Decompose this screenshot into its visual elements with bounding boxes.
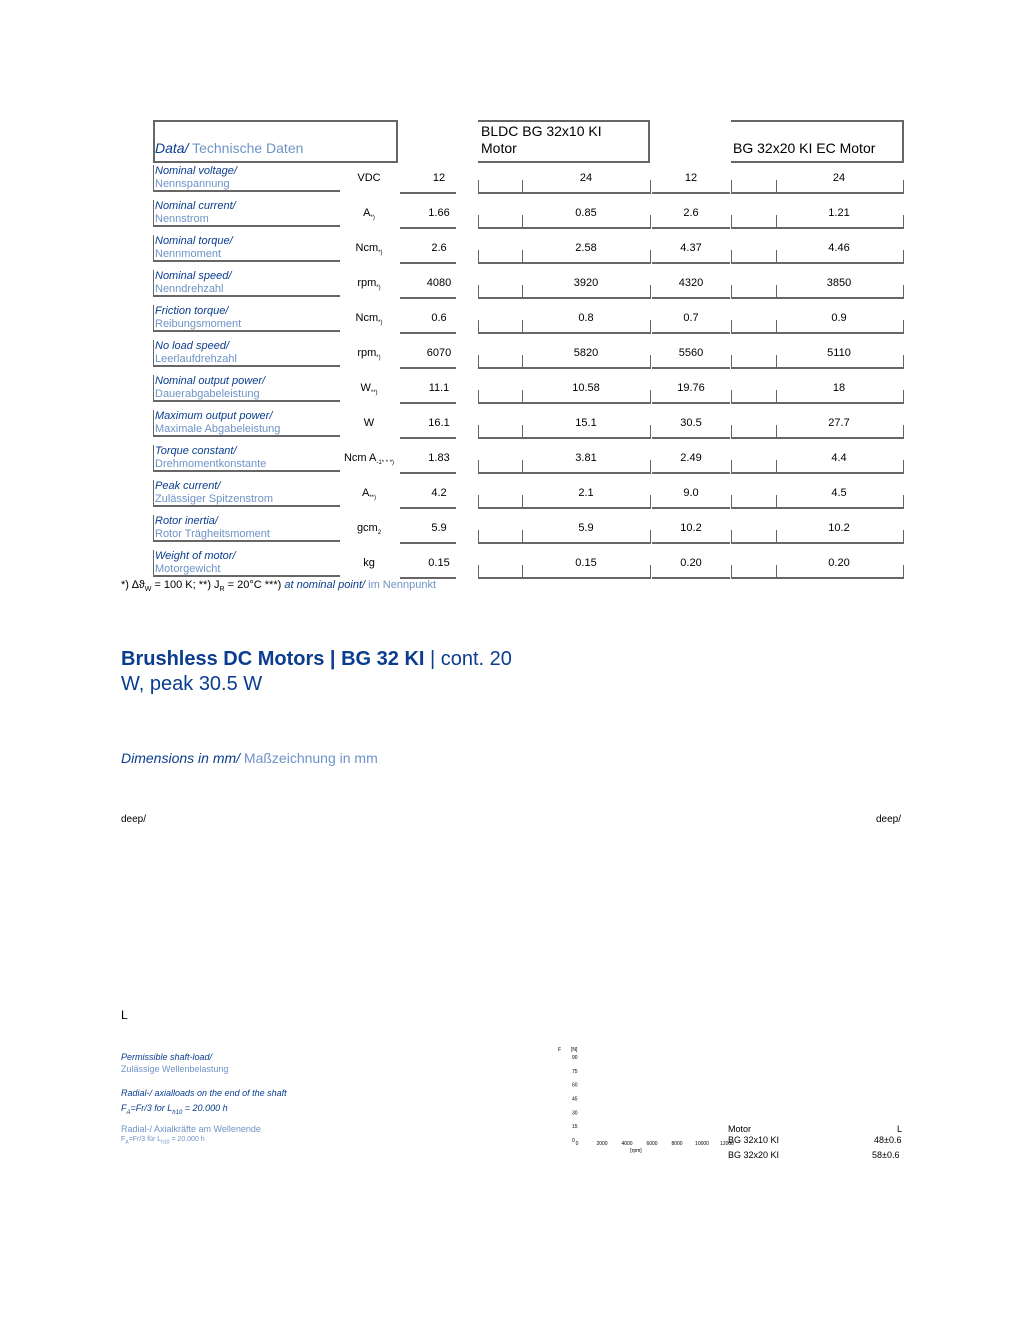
row-rule — [731, 262, 904, 264]
row-label-en: Weight of motor/ — [155, 550, 236, 562]
row-tick — [776, 565, 777, 579]
row-rule — [478, 332, 650, 334]
chart-y-tick: 30 — [572, 1110, 578, 1117]
row-tick — [522, 565, 523, 579]
row-tick — [776, 250, 777, 264]
row-rule — [478, 507, 650, 509]
chart-y-tick: 75 — [572, 1068, 578, 1075]
row-rule — [478, 367, 650, 369]
row-tick — [650, 530, 651, 544]
row-value: 5110 — [827, 347, 851, 359]
row-tick — [650, 250, 651, 264]
row-label-de: Maximale Abgabeleistung — [155, 423, 281, 435]
deep-label-right: deep/ — [876, 814, 902, 825]
row-rule — [731, 507, 904, 509]
row-tick — [776, 180, 777, 194]
dimensions-en: Dimensions in mm — [121, 750, 237, 766]
row-tick — [903, 180, 904, 194]
row-rule — [400, 507, 456, 509]
row-unit: W — [363, 417, 375, 429]
row-value: 6070 — [426, 347, 452, 359]
row-rule — [400, 367, 456, 369]
row-tick — [776, 460, 777, 474]
row-label-en: Nominal torque/ — [155, 235, 233, 247]
row-unit: kg — [363, 557, 375, 569]
length-row1-L: 48±0.6 — [874, 1135, 902, 1145]
row-value: 10.2 — [680, 522, 702, 534]
row-tick — [731, 460, 732, 474]
row-unit: gcm$_2$ — [356, 522, 382, 537]
row-value: 1.66 — [428, 207, 450, 219]
row-rule — [400, 192, 456, 194]
chart-y-tick: 0 — [572, 1138, 575, 1144]
row-tick — [650, 495, 651, 509]
row-rule — [400, 332, 456, 334]
row-rule — [478, 262, 650, 264]
row-rule — [652, 262, 730, 264]
row-label-en: Rotor inertia/ — [155, 515, 218, 527]
row-value: 1.83 — [428, 452, 450, 464]
row-tick — [731, 565, 732, 579]
row-rule — [731, 577, 904, 579]
row-rule — [731, 297, 904, 299]
shaft-load-block: Permissible shaft-load/ Zulässige Wellenbelastung — [121, 1052, 229, 1074]
row-rule — [652, 367, 730, 369]
row-value: 0.15 — [428, 557, 450, 569]
row-tick — [903, 285, 904, 299]
row-rule — [731, 367, 904, 369]
row-value: 0.9 — [831, 312, 847, 324]
row-tick — [903, 215, 904, 229]
chart-y-tick: 15 — [572, 1124, 578, 1131]
row-tick — [731, 530, 732, 544]
chart-y-tick: 90 — [572, 1055, 578, 1061]
row-tick — [522, 250, 523, 264]
row-tick — [776, 530, 777, 544]
row-rule — [400, 262, 456, 264]
row-tick — [650, 460, 651, 474]
row-tick — [776, 215, 777, 229]
row-tick — [478, 320, 479, 334]
row-value: 3.81 — [575, 452, 597, 464]
row-tick — [903, 425, 904, 439]
row-rule — [478, 437, 650, 439]
chart-x-tick: 10000 — [695, 1141, 709, 1147]
row-rule — [478, 402, 650, 404]
row-label-en: Friction torque/ — [155, 305, 229, 317]
row-tick — [776, 355, 777, 369]
footnote-mid1: = 100 K; **) J — [151, 579, 220, 591]
row-label-en: Peak current/ — [155, 480, 221, 492]
row-tick — [731, 180, 732, 194]
row-tick — [650, 565, 651, 579]
row-unit: Ncm$_{*)}$ — [355, 242, 383, 257]
footnote-sub-w: W — [144, 586, 152, 594]
row-value: 0.7 — [683, 312, 699, 324]
shaft-load-chart — [555, 1042, 734, 1157]
row-tick — [903, 320, 904, 334]
row-tick — [731, 495, 732, 509]
row-tick — [903, 460, 904, 474]
formula-en: $F_A=Fr/3$ for $L_{h10} = 20.000$ h — [121, 1103, 228, 1116]
length-row1-motor: BG 32x10 KI — [728, 1135, 780, 1145]
row-value: 10.2 — [828, 522, 850, 534]
row-label-de: Dauerabgabeleistung — [155, 388, 260, 400]
row-value: 0.8 — [578, 312, 594, 324]
row-value: 18 — [832, 382, 846, 394]
row-tick — [903, 355, 904, 369]
row-rule — [652, 227, 730, 229]
row-rule — [478, 577, 650, 579]
row-value: 0.6 — [431, 312, 447, 324]
row-value: 3920 — [573, 277, 599, 289]
row-tick — [478, 180, 479, 194]
length-col-motor: Motor — [728, 1124, 752, 1134]
row-rule — [478, 227, 650, 229]
row-label-en: Nominal current/ — [155, 200, 236, 212]
row-value: 4320 — [678, 277, 704, 289]
chart-x-tick: 6000 — [646, 1141, 658, 1147]
row-value: 0.15 — [575, 557, 597, 569]
length-col-L: L — [897, 1124, 903, 1134]
row-value: 2.1 — [578, 487, 594, 499]
footnote: *) $\Delta ϑ_W = 100$ K; **) $J_R = 20^\circ C$ ***) at nominal point/ im Nennpunkt — [121, 579, 437, 594]
footnote-de: im Nennpunkt — [368, 579, 437, 591]
row-unit: $A_{*)}$ — [363, 207, 375, 222]
row-tick — [731, 355, 732, 369]
row-rule — [731, 472, 904, 474]
row-rule — [652, 192, 730, 194]
row-tick — [731, 215, 732, 229]
row-value: 10.58 — [572, 382, 600, 394]
chart-y-label: F — [558, 1047, 562, 1053]
row-value: 3850 — [826, 277, 852, 289]
row-value: 2.6 — [683, 207, 699, 219]
row-label-en: Maximum output power/ — [155, 410, 273, 422]
row-tick — [478, 460, 479, 474]
row-value: 2.6 — [431, 242, 447, 254]
row-tick — [776, 285, 777, 299]
header-data-de: Technische Daten — [192, 140, 304, 156]
row-rule — [400, 402, 456, 404]
row-tick — [522, 355, 523, 369]
row-rule — [478, 297, 650, 299]
row-tick — [731, 425, 732, 439]
formula-de: $F_A=Fr/3$ für $L_{h10} = 20.000$ h — [121, 1136, 205, 1146]
row-tick — [650, 180, 651, 194]
row-value: 5.9 — [578, 522, 594, 534]
row-value: 1.21 — [828, 207, 850, 219]
row-rule — [400, 472, 456, 474]
row-label-de: Motorgewicht — [155, 563, 221, 575]
row-tick — [522, 495, 523, 509]
row-tick — [522, 390, 523, 404]
row-tick — [903, 250, 904, 264]
page-title — [121, 647, 581, 697]
row-tick — [522, 460, 523, 474]
row-tick — [522, 215, 523, 229]
row-label-en: Nominal voltage/ — [155, 165, 237, 177]
row-value: 30.5 — [680, 417, 702, 429]
row-rule — [731, 402, 904, 404]
row-tick — [650, 285, 651, 299]
row-tick — [903, 530, 904, 544]
table-header-label: Data/ Technische Daten — [155, 140, 304, 156]
row-tick — [776, 425, 777, 439]
row-label-de: Zulässiger Spitzenstrom — [155, 493, 273, 505]
row-value: 2.58 — [575, 242, 597, 254]
row-tick — [522, 530, 523, 544]
row-tick — [478, 285, 479, 299]
row-tick — [478, 215, 479, 229]
row-rule — [731, 332, 904, 334]
row-rule — [400, 227, 456, 229]
chart-y-unit: [N] — [571, 1047, 578, 1053]
row-value: 24 — [832, 172, 846, 184]
row-rule — [652, 472, 730, 474]
row-label-de: Leerlaufdrehzahl — [155, 353, 237, 365]
row-tick — [903, 565, 904, 579]
row-tick — [522, 425, 523, 439]
row-value: 5820 — [573, 347, 599, 359]
dimensions-de: Maßzeichnung in mm — [243, 750, 378, 766]
row-rule — [731, 192, 904, 194]
row-tick — [776, 390, 777, 404]
row-tick — [650, 320, 651, 334]
footnote-sub-r: R — [219, 586, 225, 594]
row-rule — [731, 227, 904, 229]
title-rest: | cont. 20 — [424, 648, 512, 670]
row-label-de: Reibungsmoment — [155, 318, 242, 330]
row-value: 27.7 — [828, 417, 850, 429]
shaft-load-en: Permissible shaft-load — [121, 1052, 210, 1062]
row-tick — [731, 390, 732, 404]
motor1-title — [481, 123, 602, 157]
length-row2-motor: BG 32x20 KI — [728, 1150, 780, 1160]
row-rule — [400, 542, 456, 544]
row-label-de: Nenndrehzahl — [155, 283, 224, 295]
title-line2: W, peak 30.5 W — [121, 673, 263, 695]
row-rule — [652, 507, 730, 509]
footnote-en: at nominal point — [284, 579, 363, 591]
row-value: 11.1 — [428, 382, 450, 394]
chart-y-tick: 60 — [572, 1082, 578, 1089]
row-tick — [650, 425, 651, 439]
row-label-de: Nennspannung — [155, 178, 230, 190]
shaft-load-de: Zulässige Wellenbelastung — [121, 1064, 229, 1074]
row-unit: Ncm$_{*)}$ — [355, 312, 383, 327]
row-rule — [478, 192, 650, 194]
row-label-de: Rotor Trägheitsmoment — [155, 528, 270, 540]
row-rule — [731, 542, 904, 544]
row-tick — [478, 250, 479, 264]
row-value: 12 — [684, 172, 698, 184]
row-value: 24 — [579, 172, 593, 184]
row-value: 5.9 — [431, 522, 447, 534]
row-tick — [478, 530, 479, 544]
header-data-en: Data — [155, 140, 185, 156]
row-tick — [650, 390, 651, 404]
row-tick — [650, 355, 651, 369]
motor2-title: BG 32x20 KI EC Motor — [733, 140, 876, 156]
row-value: 16.1 — [428, 417, 450, 429]
row-tick — [731, 250, 732, 264]
radial-de: Radial-/ Axialkräfte am Wellenende — [121, 1124, 261, 1134]
row-value: 4.5 — [831, 487, 847, 499]
chart-x-tick: 0 — [575, 1141, 579, 1147]
row-tick — [522, 285, 523, 299]
row-rule — [478, 542, 650, 544]
row-unit: rpm$_{*)}$ — [357, 277, 381, 292]
row-label-en: Torque constant/ — [155, 445, 237, 457]
dimensions-heading: Dimensions in mm/ Maßzeichnung in mm — [121, 750, 378, 766]
row-tick — [522, 180, 523, 194]
row-value: 4.2 — [431, 487, 447, 499]
row-tick — [776, 495, 777, 509]
chart-y-tick: 45 — [572, 1096, 578, 1103]
row-rule — [652, 577, 730, 579]
row-rule — [731, 437, 904, 439]
row-value: 0.20 — [680, 557, 702, 569]
row-rule — [478, 472, 650, 474]
footnote-prefix: *) ∆ϑ — [121, 579, 145, 591]
deep-label-left: deep/ — [121, 814, 147, 825]
motor1-line1: BLDC BG 32x10 KI — [481, 123, 602, 139]
row-tick — [650, 215, 651, 229]
row-value: 0.85 — [575, 207, 597, 219]
chart-x-tick: 4000 — [621, 1141, 633, 1147]
chart-x-tick: 12000 — [720, 1141, 734, 1147]
row-rule — [652, 402, 730, 404]
row-unit: $W_{**)}$ — [360, 382, 378, 397]
motor1-line2: Motor — [481, 140, 517, 156]
row-rule — [652, 542, 730, 544]
row-label-de: Drehmomentkonstante — [155, 458, 267, 470]
row-tick — [478, 390, 479, 404]
row-label-en: No load speed/ — [155, 340, 229, 352]
row-rule — [652, 332, 730, 334]
row-label-en: Nominal speed/ — [155, 270, 232, 282]
row-label-de: Nennstrom — [155, 213, 209, 225]
row-unit: VDC — [357, 172, 381, 184]
row-tick — [731, 285, 732, 299]
row-label-de: Nennmoment — [155, 248, 222, 260]
row-tick — [478, 565, 479, 579]
row-rule — [652, 297, 730, 299]
row-value: 4080 — [426, 277, 452, 289]
row-tick — [776, 320, 777, 334]
row-unit: $A_{**)}$ — [361, 487, 376, 502]
row-tick — [903, 390, 904, 404]
row-unit: Ncm $A_{-1* * *)}$ — [343, 452, 395, 467]
row-rule — [400, 297, 456, 299]
row-tick — [731, 320, 732, 334]
row-rule — [400, 437, 456, 439]
chart-x-tick: 2000 — [596, 1141, 608, 1147]
row-unit: rpm$_{*)}$ — [357, 347, 381, 362]
row-tick — [478, 495, 479, 509]
row-rule — [652, 437, 730, 439]
chart-x-tick: 8000 — [671, 1141, 683, 1147]
row-value: 2.49 — [680, 452, 702, 464]
radial-en: Radial-/ axialloads on the end of the shaft — [121, 1088, 287, 1098]
title-bold: Brushless DC Motors | BG 32 KI — [121, 648, 425, 670]
row-tick — [522, 320, 523, 334]
row-value: 4.46 — [828, 242, 850, 254]
row-value: 12 — [432, 172, 446, 184]
row-value: 19.76 — [677, 382, 705, 394]
row-tick — [478, 355, 479, 369]
row-value: 9.0 — [683, 487, 699, 499]
row-value: 15.1 — [575, 417, 597, 429]
row-value: 4.4 — [831, 452, 847, 464]
chart-x-label: [rpm] — [630, 1148, 642, 1154]
row-label-en: Nominal output power/ — [155, 375, 266, 387]
row-value: 0.20 — [828, 557, 850, 569]
row-tick — [903, 495, 904, 509]
row-value: 4.37 — [680, 242, 702, 254]
footnote-mid2: = 20°C ***) — [224, 579, 285, 591]
length-row2-L: 58±0.6 — [872, 1150, 900, 1160]
row-value: 5560 — [678, 347, 704, 359]
length-label: L — [121, 1008, 128, 1022]
row-tick — [478, 425, 479, 439]
